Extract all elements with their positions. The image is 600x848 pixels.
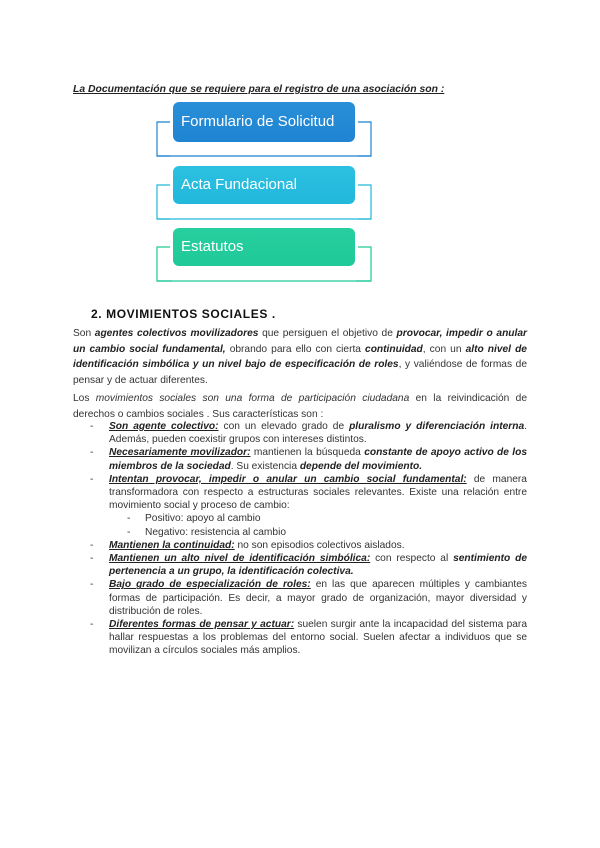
diagram-box-estatutos: Estatutos xyxy=(173,228,355,266)
paragraph-definition: Son agentes colectivos movilizadores que persiguen el objetivo de provocar, impedir o anular un cambio social fundamental, obrando para ello con cierta continuidad, con un alto nivel de identificación simbólica y un nivel bajo de especificación de roles, y valiéndose de formas de pensar y de actuar diferentes. xyxy=(73,328,527,386)
list-item: - Son agente colectivo: con un elevado grado de pluralismo y diferenciación interna. Además, pueden coexistir grupos con intereses distintos. xyxy=(73,420,527,446)
characteristics-list xyxy=(73,420,527,658)
intro-heading: La Documentación que se requiere para el registro de una asociación son : xyxy=(73,84,445,95)
bracket-2 xyxy=(157,185,170,219)
paragraph-characteristics: Los movimientos sociales son una forma de participación ciudadana en la reivindicación de derechos o cambios sociales . Sus características son : xyxy=(73,393,527,420)
bracket-1 xyxy=(157,122,170,156)
bracket-2-right xyxy=(358,185,371,219)
list-item: - Bajo grado de especialización de roles: en las que aparecen múltiples y cambiantes formas de participación. Es decir, a mayor grado de organización, mayor diversidad y distribución de roles. xyxy=(73,578,527,618)
list-item: - Necesariamente movilizador: mantienen la búsqueda constante de apoyo activo de los miembros de la sociedad. Su existencia depende del movimiento. xyxy=(73,446,527,472)
list-item: - Diferentes formas de pensar y actuar: suelen surgir ante la incapacidad del sistema para hallar respuestas a los problemas del entorno social. Suelen afectar a individuos que se movilizan a círculos sociales más amplios. xyxy=(73,618,527,658)
diagram-box-formulario: Formulario de Solicitud xyxy=(173,102,355,142)
sub-list xyxy=(109,512,527,538)
list-item: - Intentan provocar, impedir o anular un cambio social fundamental: de manera transformadora con respecto a estructuras sociales relevantes. Existe una relación entre movimiento social y proceso de cambio: - Positivo: apoyo al cambio - Negativo: resistencia al cambio xyxy=(73,473,527,539)
diagram-box-acta: Acta Fundacional xyxy=(173,166,355,204)
sub-list-item: - Negativo: resistencia al cambio xyxy=(109,526,527,539)
list-item: - Mantienen la continuidad: no son episodios colectivos aislados. xyxy=(73,539,527,552)
list-item: - Mantienen un alto nivel de identificación simbólica: con respecto al sentimiento de pertenencia a un grupo, la identificación colectiva. xyxy=(73,552,527,578)
bracket-1-right xyxy=(358,122,371,156)
section-heading: 2. MOVIMIENTOS SOCIALES . xyxy=(91,307,276,321)
sub-list-item: - Positivo: apoyo al cambio xyxy=(109,512,527,525)
